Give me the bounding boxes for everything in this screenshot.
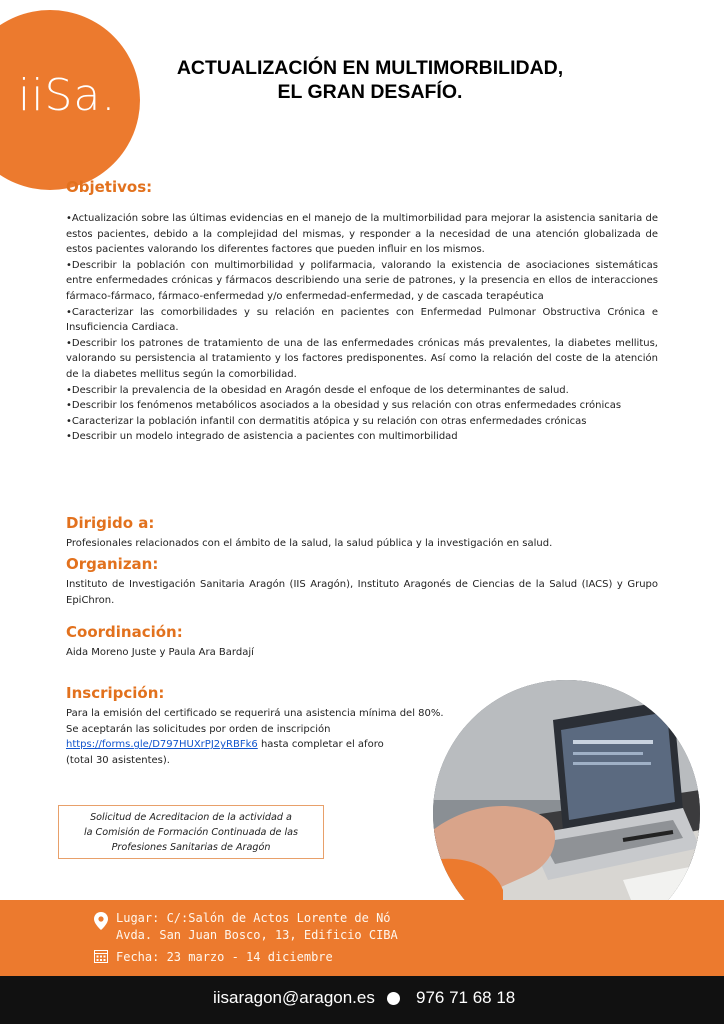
inscripcion-line-3 (66, 737, 486, 753)
title-line-2: EL GRAN DESAFÍO. (277, 81, 463, 103)
location-line-1: Lugar: C/:Salón de Actos Lorente de Nó (116, 911, 391, 925)
location-line-2: Avda. San Juan Bosco, 13, Edificio CIBA (116, 928, 398, 942)
objetivo-item: •Describir la población con multimorbilidad y polifarmacia, valorando la existencia de asociaciones sistemáticas entre enfermedades crónicas y fármacos describiendo una serie de patrones, y la presencia en ellos de interacciones fármaco-fármaco, fármaco-enfermedad y/o enfermedad-enfermedad, y de cascada terapéutica (66, 259, 658, 302)
accreditation-line-1: Solicitud de Acreditacion de la actividad a (90, 811, 292, 823)
date-line: Fecha: 23 marzo - 14 diciembre (116, 950, 333, 964)
coordinacion-heading: Coordinación: (66, 623, 183, 641)
inscripcion-text (66, 706, 486, 768)
objetivos-list (66, 211, 658, 445)
footer-phone: 976 71 68 18 (416, 988, 516, 1007)
coordinacion-text: Aida Moreno Juste y Paula Ara Bardají (66, 647, 254, 658)
map-pin-icon (94, 912, 108, 930)
objetivo-item: •Caracterizar las comorbilidades y su relación en pacientes con Enfermedad Pulmonar Obstructiva Crónica e Insuficiencia Cardiaca. (66, 306, 658, 334)
objetivo-item: •Describir los fenómenos metabólicos asociados a la obesidad y sus relación con otras enfermedades crónicas (66, 400, 622, 412)
title-line-1: ACTUALIZACIÓN EN MULTIMORBILIDAD, (176, 57, 564, 79)
calendar-icon (94, 949, 108, 963)
inscripcion-line-1: Para la emisión del certificado se requerirá una asistencia mínima del 80%. (66, 708, 444, 719)
accreditation-line-3: Profesiones Sanitarias de Aragón (111, 841, 271, 853)
accreditation-box (58, 805, 324, 859)
organizan-heading: Organizan: (66, 555, 159, 573)
footer-email: iisaragon@aragon.es (213, 988, 375, 1007)
dirigido-text: Profesionales relacionados con el ámbito de la salud, la salud pública y la investigación en salud. (66, 538, 553, 549)
organizan-text: Instituto de Investigación Sanitaria Aragón (IIS Aragón), Instituto Aragonés de Ciencias de la Salud (IACS) y Grupo EpiChron. (66, 579, 658, 606)
objetivo-item: •Caracterizar la población infantil con dermatitis atópica y su relación con otras enfermedades crónicas (66, 415, 587, 427)
inscripcion-line-4: (total 30 asistentes). (66, 754, 170, 766)
dirigido-heading: Dirigido a: (66, 514, 155, 532)
page-title (140, 56, 600, 104)
objetivo-item: •Describir la prevalencia de la obesidad en Aragón desde el enfoque de los determinantes de salud. (66, 384, 569, 396)
logo: iiSa. (18, 70, 117, 121)
objetivo-item: •Describir los patrones de tratamiento de una de las enfermedades crónicas más prevalentes, la diabetes mellitus, valorando su persistencia al tratamiento y los factores predisponentes. Así como la relación del coste de la atención de la diabetes mellitus según la comorbilidad. (66, 337, 658, 380)
objetivo-item: •Actualización sobre las últimas evidencias en el manejo de la multimorbilidad para mejorar la asistencia sanitaria de estos pacientes, debido a la complejidad del mismas, y responder a la necesidad de una atención globalizada de estos pacientes valorando los diferentes factores que pueden influir en los mismos. (66, 213, 658, 256)
inscripcion-heading: Inscripción: (66, 684, 165, 702)
objetivo-item: •Describir un modelo integrado de asistencia a pacientes con multimorbilidad (66, 431, 458, 443)
footer-separator-dot (387, 992, 400, 1005)
accreditation-line-2: la Comisión de Formación Continuada de las (83, 826, 299, 838)
objetivos-heading: Objetivos: (66, 178, 153, 196)
inscripcion-link[interactable]: https://forms.gle/D797HUXrPJ2yRBFk6 (66, 739, 258, 751)
inscripcion-line-2: Se aceptarán las solicitudes por orden de inscripción (66, 723, 331, 735)
inscripcion-link-suffix: hasta completar el aforo (257, 739, 384, 751)
